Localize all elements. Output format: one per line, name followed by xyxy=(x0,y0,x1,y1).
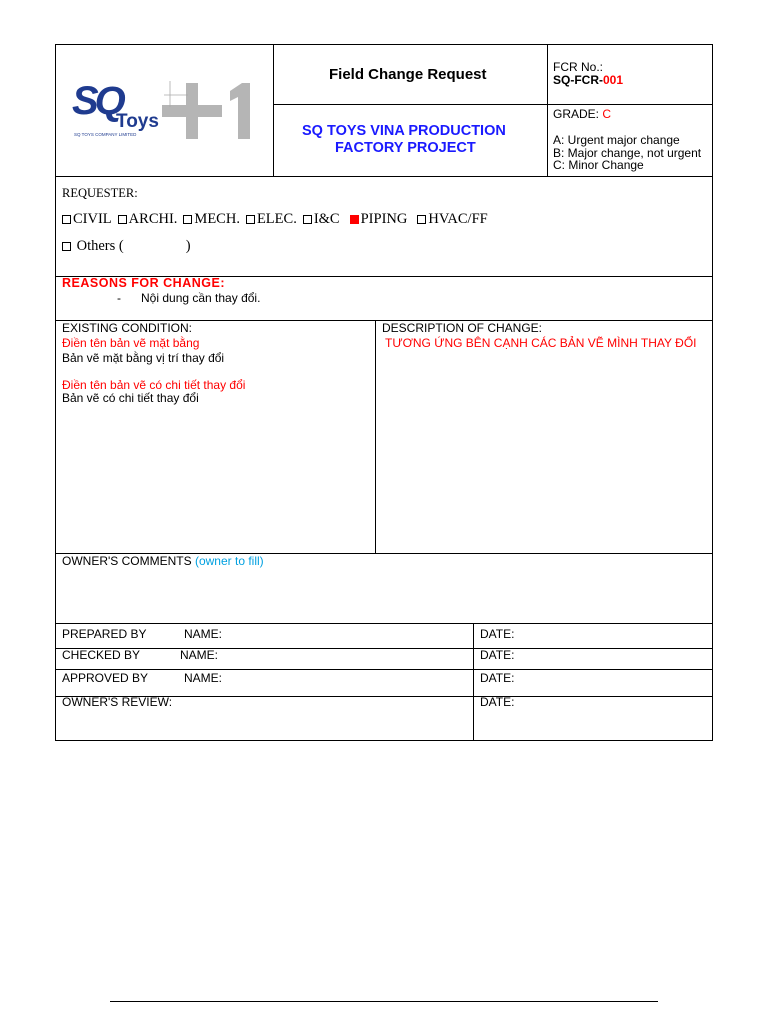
requester-others[interactable] xyxy=(62,238,191,255)
header-bottom-line xyxy=(56,176,712,177)
grade-label: GRADE: xyxy=(553,107,600,121)
description-label: DESCRIPTION OF CHANGE: xyxy=(382,321,543,335)
signoff-divider xyxy=(473,623,474,740)
option-archi[interactable] xyxy=(118,211,178,227)
logo-company-text: SQ TOYS COMPANY LIMITED xyxy=(74,132,137,137)
grade-option-a: A: Urgent major change xyxy=(553,133,680,147)
company-logo xyxy=(70,73,260,153)
option-elec[interactable] xyxy=(246,211,297,227)
header-divider-logo xyxy=(273,45,274,176)
prepared-by-label: PREPARED BY xyxy=(62,627,147,641)
reasons-bullet: - xyxy=(117,291,121,305)
option-piping-label: PIPING xyxy=(360,211,408,227)
fcr-number-value xyxy=(553,73,623,87)
checkbox-elec[interactable] xyxy=(246,215,255,224)
reasons-label: REASONS FOR CHANGE: xyxy=(62,276,225,290)
form-title: Field Change Request xyxy=(329,66,487,83)
grade-value: C xyxy=(602,107,612,121)
option-archi-label: ARCHI. xyxy=(128,211,178,227)
owner-review-date-label: DATE: xyxy=(480,695,515,709)
logo-toys-text: Toys xyxy=(116,111,159,132)
option-hvac-label: HVAC/FF xyxy=(428,211,488,227)
option-mech[interactable] xyxy=(183,211,240,227)
field-change-request-form xyxy=(55,44,713,741)
prepared-date-label: DATE: xyxy=(480,627,515,641)
prepared-bottom-line xyxy=(56,648,712,649)
fcr-number: 001 xyxy=(603,73,624,87)
existing-line-3: Điền tên bản vẽ có chi tiết thay đổi xyxy=(62,378,246,392)
existing-line-1: Điền tên bản vẽ mặt bằng xyxy=(62,336,200,350)
grade-option-c: C: Minor Change xyxy=(553,158,644,172)
checkbox-civil[interactable] xyxy=(62,215,71,224)
fcr-prefix: SQ-FCR- xyxy=(553,73,603,87)
others-close: ) xyxy=(185,238,191,254)
option-civil-label: CIVIL xyxy=(73,211,112,227)
owner-comments-label: OWNER'S COMMENTS xyxy=(62,554,192,568)
grade-option-b: B: Major change, not urgent xyxy=(553,146,702,160)
option-ic-label: I&C xyxy=(313,211,340,227)
description-text: TƯƠNG ỨNG BÊN CẠNH CÁC BẢN VẼ MÌNH THAY ĐỔI xyxy=(385,336,697,350)
fcr-number-label: FCR No.: xyxy=(553,60,604,74)
checkbox-ic[interactable] xyxy=(303,215,312,224)
checkbox-others[interactable] xyxy=(62,242,71,251)
owner-comments-field xyxy=(62,554,264,568)
approved-name-label: NAME: xyxy=(184,671,223,685)
prepared-name-label: NAME: xyxy=(184,627,223,641)
option-civil[interactable] xyxy=(62,211,112,227)
project-title-line2: FACTORY PROJECT xyxy=(335,140,476,156)
existing-line-2: Bản vẽ mặt bằng vị trí thay đổi xyxy=(62,351,225,365)
option-ic[interactable] xyxy=(303,211,340,227)
header-mid-line xyxy=(273,104,713,105)
condition-divider xyxy=(375,320,376,553)
header-divider-fcr xyxy=(547,45,548,176)
option-hvac[interactable] xyxy=(417,211,487,227)
owner-review-label: OWNER'S REVIEW: xyxy=(62,695,173,709)
checkbox-mech[interactable] xyxy=(183,215,192,224)
reasons-text: Nội dung cần thay đổi. xyxy=(141,291,261,305)
approved-date-label: DATE: xyxy=(480,671,515,685)
existing-condition-label: EXISTING CONDITION: xyxy=(62,321,193,335)
checkbox-hvac[interactable] xyxy=(417,215,426,224)
grade-field xyxy=(553,107,611,121)
requester-label: REQUESTER: xyxy=(62,186,138,200)
page-footer-rule xyxy=(110,1001,658,1002)
option-elec-label: ELEC. xyxy=(256,211,297,227)
approved-by-label: APPROVED BY xyxy=(62,671,149,685)
option-mech-label: MECH. xyxy=(194,211,240,227)
logo-sq-text: SQ xyxy=(72,79,122,123)
requester-options xyxy=(62,211,488,228)
checked-name-label: NAME: xyxy=(180,648,219,662)
option-piping[interactable] xyxy=(350,211,408,227)
checkbox-archi[interactable] xyxy=(118,215,127,224)
owner-comments-hint: (owner to fill) xyxy=(194,554,264,568)
checkbox-piping-checked[interactable] xyxy=(350,215,359,224)
others-label: Others ( xyxy=(76,238,124,254)
checked-date-label: DATE: xyxy=(480,648,515,662)
checked-bottom-line xyxy=(56,669,712,670)
comments-bottom-line xyxy=(56,623,712,624)
project-title-line1: SQ TOYS VINA PRODUCTION xyxy=(302,123,506,139)
existing-line-4: Bản vẽ có chi tiết thay đổi xyxy=(62,391,199,405)
checked-by-label: CHECKED BY xyxy=(62,648,141,662)
